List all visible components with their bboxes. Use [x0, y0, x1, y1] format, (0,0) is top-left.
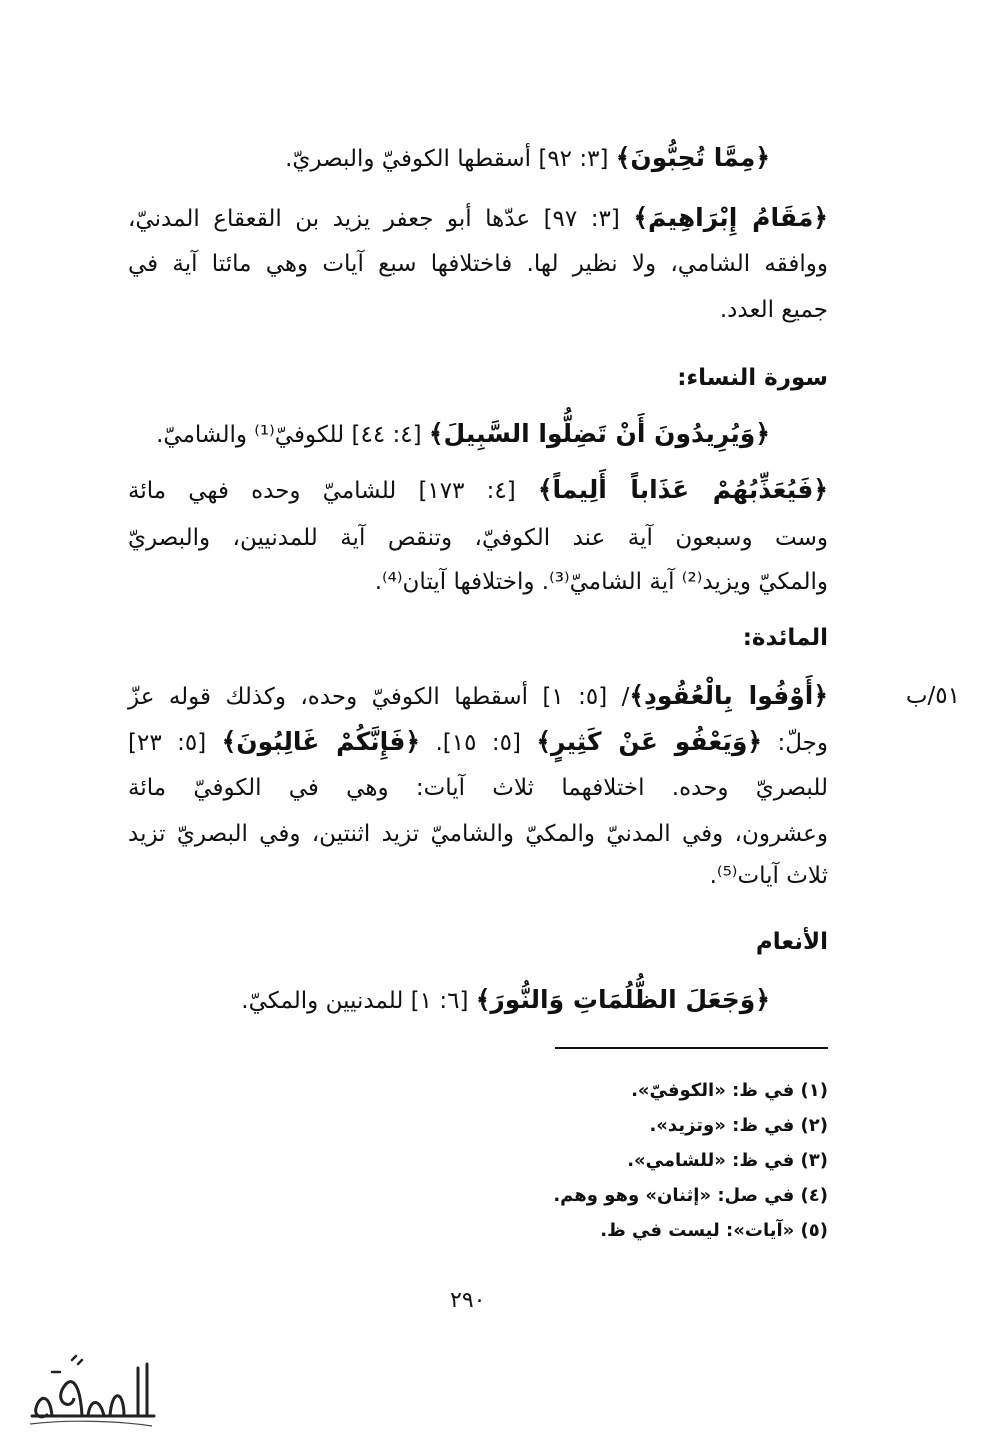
line-text: [٥: ١٥].: [420, 730, 537, 756]
line-text: [٤: ١٧٣] للشاميّ وحده فهي مائة: [128, 478, 538, 504]
text-line: للبصريّ وحده. اختلافهما ثلاث آيات: وهي في الكوفيّ مائة: [128, 775, 828, 801]
section-heading: سورة النساء:: [677, 365, 828, 391]
margin-folio-note: ٥١/ب: [905, 683, 960, 709]
footnote: (١) في ظ: «الكوفيّ».: [631, 1080, 828, 1101]
quran-quote: ﴿فَإِنَّكُمْ غَالِبُونَ﴾: [221, 727, 421, 756]
page-number: ٢٩٠: [450, 1288, 486, 1313]
quran-quote: ﴿فَيُعَذِّبُهُمْ عَذَاباً أَلِيماً﴾: [537, 475, 828, 504]
text-line: [128, 722, 828, 763]
quran-quote: ﴿وَجَعَلَ الظُّلُمَاتِ وَالنُّورَ﴾: [475, 985, 770, 1014]
text-line: ثلاث آيات⁽⁵⁾.: [709, 863, 828, 889]
line-text: / [٥: ١] أسقطها الكوفيّ وحده، وكذلك قوله عزّ: [128, 684, 630, 710]
text-line: وست وسبعون آية عند الكوفيّ، وتنقص آية للمدنيين، والبصريّ: [128, 525, 828, 551]
quran-quote: ﴿وَيُرِيدُونَ أَنْ تَضِلُّوا السَّبِيلَ﴾: [428, 419, 770, 448]
footnote: (٥) «آيات»: ليست في ظ.: [600, 1220, 828, 1241]
text-line: [156, 414, 770, 455]
footnote: (٢) في ظ: «وتزيد».: [649, 1115, 828, 1136]
quran-quote: ﴿أَوْفُوا بِالْعُقُودِ﴾: [629, 681, 828, 710]
footnote: (٣) في ظ: «للشامي».: [627, 1150, 828, 1171]
text-line: جميع العدد.: [719, 297, 828, 323]
line-text: [٦: ١] للمدنيين والمكيّ.: [241, 988, 476, 1014]
text-line: [128, 198, 828, 239]
quran-quote: ﴿مِمَّا تُحِبُّونَ﴾: [615, 143, 770, 172]
quran-quote: ﴿مَقَامُ إِبْرَاهِيمَ﴾: [633, 203, 828, 232]
section-heading: الأنعام: [755, 929, 828, 955]
line-text: وجلّ:: [762, 730, 828, 756]
footnote-separator: [555, 1047, 828, 1049]
publisher-logo: [12, 1350, 162, 1432]
line-text: [٥: ٢٣]: [128, 730, 222, 756]
text-line: والمكيّ ويزيد⁽²⁾ آية الشاميّ⁽³⁾. واختلافها آيتان⁽⁴⁾.: [374, 569, 828, 595]
line-text: [٣: ٩٧] عدّها أبو جعفر يزيد بن القعقاع المدنيّ،: [128, 206, 634, 232]
footnote: (٤) في صل: «إثنان» وهو وهم.: [553, 1185, 828, 1206]
text-line: [241, 980, 770, 1021]
text-line: وعشرون، وفي المدنيّ والمكيّ والشاميّ تزيد اثنتين، وفي البصريّ تزيد: [128, 821, 828, 847]
text-line: [285, 138, 770, 179]
line-text: [٣: ٩٢] أسقطها الكوفيّ والبصريّ.: [285, 146, 616, 172]
line-text: [٤: ٤٤] للكوفيّ⁽¹⁾ والشاميّ.: [156, 422, 429, 448]
section-heading: المائدة:: [742, 625, 828, 651]
text-line: ووافقه الشامي، ولا نظير لها. فاختلافها سبع آيات وهي مائتا آية في: [128, 251, 828, 277]
text-line: [128, 676, 828, 717]
text-line: [128, 470, 828, 511]
quran-quote: ﴿وَيَعْفُو عَنْ كَثِيرٍ﴾: [536, 727, 763, 756]
